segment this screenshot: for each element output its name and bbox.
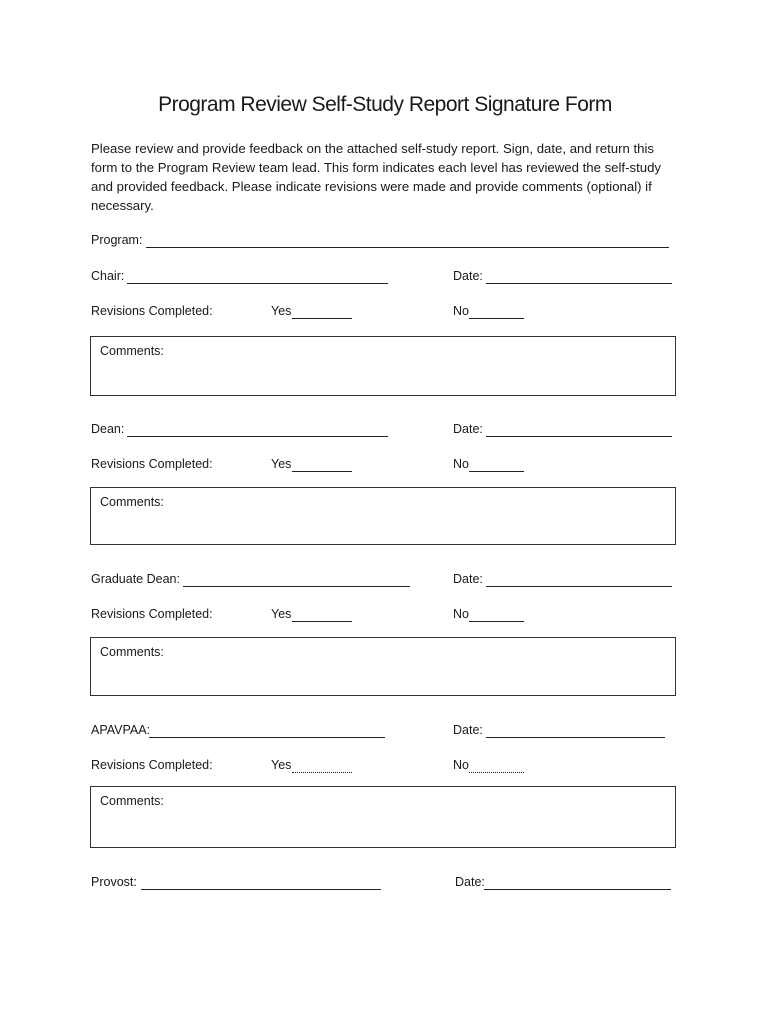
graduate-dean-no-line [469,621,524,622]
graduate-dean-yes-field[interactable] [293,606,351,620]
graduate-dean-signature-line [183,586,410,587]
provost-date-line [484,889,671,890]
dean-label: Dean: [91,422,125,436]
chair-no-label: No [453,304,469,318]
apavpaa-no-line [469,772,524,773]
graduate-dean-comments-box [90,637,676,696]
dean-comments-label: Comments: [100,495,164,509]
chair-no-line [469,318,524,319]
dean-date-line [486,436,672,437]
graduate-dean-label: Graduate Dean: [91,572,180,586]
instructions-paragraph: Please review and provide feedback on the attached self-study report. Sign, date, and return this form to the Program Review team lead. This form indicates each level has reviewed the self-study and provided feedback. Please indicate revisions were made and provide comments (optional) if necessary. [91,141,662,213]
graduate-dean-yes-label: Yes [271,607,292,621]
dean-comments-box [90,487,676,545]
graduate-dean-no-label: No [453,607,469,621]
chair-yes-label: Yes [271,304,292,318]
graduate-dean-date-label: Date: [453,572,483,586]
apavpaa-comments-label: Comments: [100,794,164,808]
graduate-dean-comments-label: Comments: [100,645,164,659]
chair-comments-label: Comments: [100,344,164,358]
apavpaa-no-label: No [453,758,469,772]
program-field[interactable] [148,232,666,246]
chair-no-field[interactable] [470,303,523,317]
dean-date-label: Date: [453,422,483,436]
chair-date-line [486,283,672,284]
chair-comments-field[interactable] [99,361,667,391]
dean-no-label: No [453,457,469,471]
dean-revisions-label: Revisions Completed: [91,457,213,471]
graduate-dean-revisions-label: Revisions Completed: [91,607,213,621]
graduate-dean-comments-field[interactable] [99,662,667,691]
chair-date-field[interactable] [488,268,670,282]
apavpaa-yes-field[interactable] [293,757,351,771]
dean-yes-line [292,471,352,472]
apavpaa-signature-field[interactable] [151,722,383,736]
apavpaa-no-field[interactable] [470,757,523,771]
chair-signature-line [127,283,388,284]
graduate-dean-date-field[interactable] [488,571,670,585]
dean-yes-label: Yes [271,457,292,471]
program-line [146,247,669,248]
apavpaa-revisions-label: Revisions Completed: [91,758,213,772]
chair-revisions-label: Revisions Completed: [91,304,213,318]
program-label: Program: [91,233,143,247]
apavpaa-label: APAVPAA: [91,723,151,737]
chair-date-label: Date: [453,269,483,283]
chair-label: Chair: [91,269,125,283]
apavpaa-yes-label: Yes [271,758,292,772]
chair-comments-box [90,336,676,396]
graduate-dean-no-field[interactable] [470,606,523,620]
chair-signature-field[interactable] [129,268,386,282]
dean-no-field[interactable] [470,456,523,470]
graduate-dean-signature-field[interactable] [185,571,408,585]
provost-date-field[interactable] [486,874,669,888]
dean-date-field[interactable] [488,421,670,435]
apavpaa-comments-box [90,786,676,848]
apavpaa-date-field[interactable] [488,722,663,736]
dean-yes-field[interactable] [293,456,351,470]
chair-yes-line [292,318,352,319]
apavpaa-date-label: Date: [453,723,483,737]
provost-date-label: Date: [455,875,485,889]
chair-yes-field[interactable] [293,303,351,317]
apavpaa-comments-field[interactable] [99,811,667,843]
provost-label: Provost: [91,875,137,889]
apavpaa-signature-line [149,737,385,738]
dean-comments-field[interactable] [99,512,667,540]
graduate-dean-yes-line [292,621,352,622]
dean-no-line [469,471,524,472]
provost-signature-line [141,889,381,890]
dean-signature-field[interactable] [129,421,386,435]
provost-signature-field[interactable] [143,874,379,888]
dean-signature-line [127,436,388,437]
graduate-dean-date-line [486,586,672,587]
page-title: Program Review Self-Study Report Signature Form [158,93,612,116]
apavpaa-date-line [486,737,665,738]
apavpaa-yes-line [292,772,352,773]
